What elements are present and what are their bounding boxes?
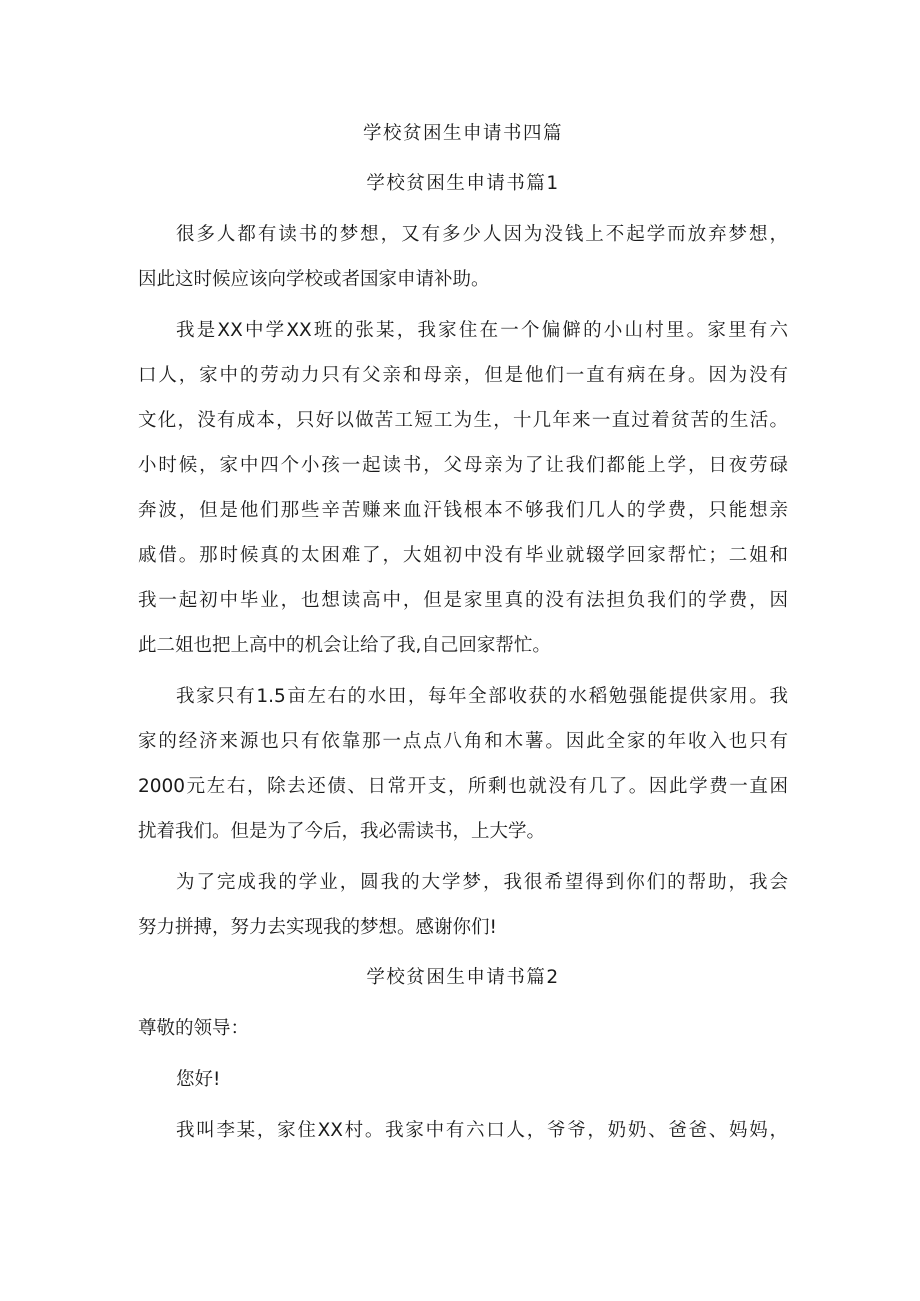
paragraph-line: 我叫李某，家住XX村。我家中有六口人，爷爷，奶奶、爸爸、妈妈， [176, 1120, 788, 1141]
main-title: 学校贫困生申请书四篇 [362, 123, 563, 144]
paragraph-line: 努力拼搏，努力去实现我的梦想。感谢你们! [138, 917, 497, 938]
document-body [138, 112, 788, 1153]
paragraph-line: 家的经济来源也只有依靠那一点点八角和木薯。因此全家的年收入也只有 [138, 731, 788, 752]
greeting: 您好! [176, 1069, 221, 1090]
salutation: 尊敬的领导： [138, 1018, 250, 1039]
paragraph-line: 口人，家中的劳动力只有父亲和母亲，但是他们一直有病在身。因为没有 [138, 365, 788, 386]
paragraph-line: 此二姐也把上高中的机会让给了我,自己回家帮忙。 [138, 635, 551, 656]
paragraph-line: 戚借。那时候真的太困难了，大姐初中没有毕业就辍学回家帮忙；二姐和 [138, 545, 788, 566]
paragraph-line: 我家只有1.5亩左右的水田，每年全部收获的水稻勉强能提供家用。我 [176, 686, 788, 707]
paragraph-5 [138, 1108, 788, 1153]
paragraph-line: 很多人都有读书的梦想，又有多少人因为没钱上不起学而放弃梦想， [176, 224, 788, 245]
section-title-2: 学校贫困生申请书篇2 [366, 967, 560, 988]
paragraph-line: 小时候，家中四个小孩一起读书，父母亲为了让我们都能上学，日夜劳碌 [138, 455, 788, 476]
paragraph-line: 我一起初中毕业，也想读高中，但是家里真的没有法担负我们的学费，因 [138, 590, 788, 611]
paragraph-2 [138, 308, 788, 668]
paragraph-1 [138, 212, 788, 302]
paragraph-line: 扰着我们。但是为了今后，我必需读书，上大学。 [138, 821, 546, 842]
paragraph-line: 为了完成我的学业，圆我的大学梦，我很希望得到你们的帮助，我会 [176, 872, 788, 893]
section-title-1: 学校贫困生申请书篇1 [366, 173, 560, 194]
paragraph-line: 2000元左右，除去还债、日常开支，所剩也就没有几了。因此学费一直困 [138, 776, 788, 797]
paragraph-4 [138, 860, 788, 950]
paragraph-line: 因此这时候应该向学校或者国家申请补助。 [138, 269, 490, 290]
paragraph-line: 我是XX中学XX班的张某，我家住在一个偏僻的小山村里。家里有六 [176, 320, 788, 341]
paragraph-line: 文化，没有成本，只好以做苦工短工为生，十几年来一直过着贫苦的生活。 [138, 410, 788, 431]
paragraph-line: 奔波，但是他们那些辛苦赚来血汗钱根本不够我们几人的学费，只能想亲 [138, 500, 788, 521]
paragraph-3 [138, 674, 788, 854]
